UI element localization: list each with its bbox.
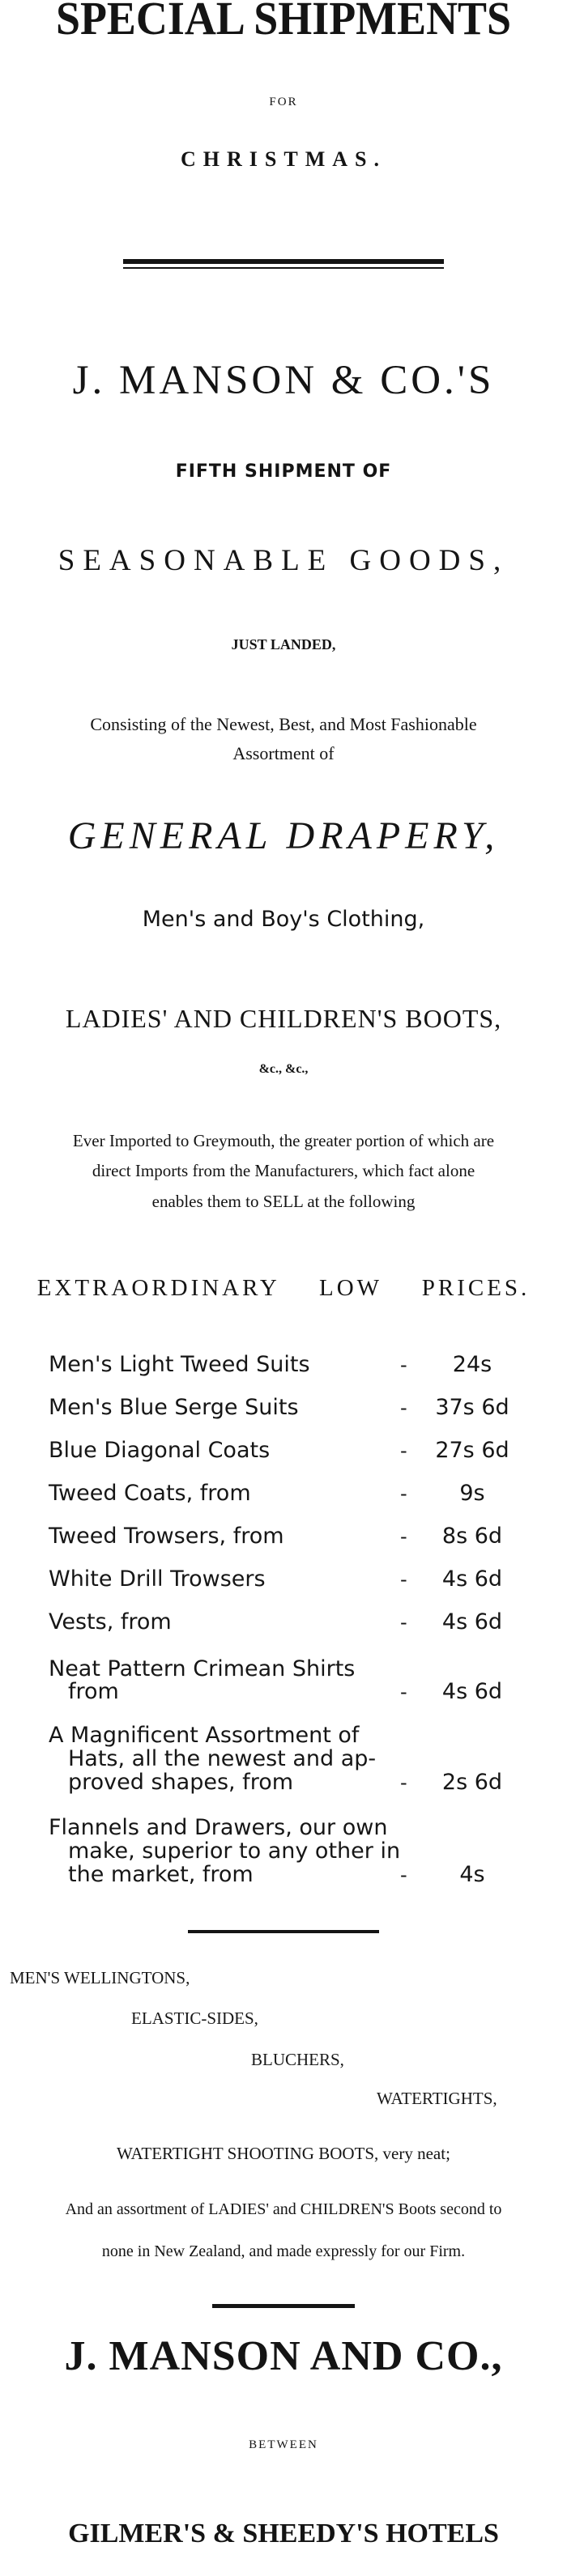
- assortment-line-2: none in New Zealand, and made expressly for our Firm.: [101, 2242, 466, 2260]
- firm-heading: J. MANSON & CO.'S: [72, 358, 495, 403]
- item-price: 9s: [459, 1481, 485, 1506]
- consisting-line-2: Assortment of: [232, 743, 335, 763]
- just-landed-label: JUST LANDED,: [231, 636, 336, 653]
- seasonable-goods-heading: SEASONABLE GOODS,: [58, 544, 509, 577]
- item-price: 24s: [452, 1352, 492, 1377]
- price-row: [0, 1395, 567, 1437]
- price-row: [0, 1524, 567, 1566]
- leader-dash: -: [400, 1525, 407, 1548]
- item-price: 4s 6d: [441, 1679, 503, 1704]
- price-row: [0, 1481, 567, 1523]
- fifth-shipment-label: FIFTH SHIPMENT OF: [175, 461, 392, 482]
- low-prices-heading: EXTRAORDINARY LOW PRICES.: [36, 1275, 531, 1301]
- consisting-line-1: Consisting of the Newest, Best, and Most Fashionable: [90, 714, 477, 734]
- item-price: 8s 6d: [441, 1524, 503, 1549]
- footer-divider: [212, 2304, 355, 2308]
- clothing-heading: Men's and Boy's Clothing,: [142, 907, 425, 932]
- leader-dash: -: [400, 1681, 407, 1703]
- price-row: [0, 1609, 567, 1651]
- price-list-divider: [188, 1930, 379, 1933]
- leader-dash: -: [400, 1771, 407, 1794]
- item-price: 4s 6d: [441, 1609, 503, 1634]
- item-name: White Drill Trowsers: [49, 1566, 266, 1592]
- leader-dash: -: [400, 1396, 407, 1419]
- item-name-line: the market, from: [68, 1862, 254, 1887]
- item-name: Tweed Trowsers, from: [49, 1524, 284, 1549]
- headline-special-shipments: SPECIAL SHIPMENTS: [55, 0, 512, 45]
- price-row: [0, 1566, 567, 1609]
- item-name: Tweed Coats, from: [49, 1481, 251, 1506]
- item-name-line: Neat Pattern Crimean Shirts: [49, 1656, 356, 1681]
- leader-dash: -: [400, 1439, 407, 1462]
- boots-wellingtons: MEN'S WELLINGTONS,: [10, 1968, 190, 1987]
- item-name-line: from: [68, 1679, 119, 1704]
- header-divider-hairline: [123, 267, 444, 269]
- item-name-line: make, superior to any other in: [68, 1838, 401, 1864]
- item-name-line: proved shapes, from: [68, 1770, 294, 1795]
- boots-bluchers: BLUCHERS,: [251, 2050, 344, 2069]
- price-row: [0, 1352, 567, 1394]
- hotels-heading: GILMER'S & SHEEDY'S HOTELS: [68, 2519, 499, 2548]
- etc-label: &c., &c.,: [258, 1062, 309, 1076]
- item-name: Men's Light Tweed Suits: [49, 1352, 310, 1377]
- item-price: 37s 6d: [435, 1395, 509, 1420]
- assortment-line-1: And an assortment of LADIES' and CHILDREN'S Boots second to: [65, 2200, 502, 2218]
- between-label: BETWEEN: [249, 2438, 318, 2451]
- leader-dash: -: [400, 1354, 407, 1376]
- shooting-boots-line: WATERTIGHT SHOOTING BOOTS, very neat;: [117, 2144, 450, 2163]
- item-name: Blue Diagonal Coats: [49, 1438, 271, 1463]
- for-label: FOR: [269, 96, 298, 108]
- item-name: Men's Blue Serge Suits: [49, 1395, 299, 1420]
- item-price: 27s 6d: [435, 1438, 509, 1463]
- imported-line-3: enables them to SELL at the following: [151, 1192, 416, 1211]
- item-price: 4s: [459, 1862, 485, 1887]
- boots-watertights: WATERTIGHTS,: [377, 2089, 497, 2108]
- boots-elastic-sides: ELASTIC-SIDES,: [131, 2009, 258, 2028]
- leader-dash: -: [400, 1568, 407, 1591]
- leader-dash: -: [400, 1864, 407, 1886]
- item-name-line: A Magnificent Assortment of: [49, 1723, 360, 1748]
- item-price: 4s 6d: [441, 1566, 503, 1592]
- price-row: [0, 1438, 567, 1480]
- general-drapery-heading: GENERAL DRAPERY,: [67, 814, 500, 857]
- item-name-line: Flannels and Drawers, our own: [49, 1815, 388, 1840]
- leader-dash: -: [400, 1482, 407, 1505]
- footer-firm-name: J. MANSON AND CO.,: [64, 2333, 503, 2379]
- item-name: Vests, from: [49, 1609, 172, 1634]
- christmas-heading: CHRISTMAS.: [181, 147, 386, 171]
- boots-heading: LADIES' AND CHILDREN'S BOOTS,: [65, 1004, 502, 1033]
- header-divider-rule: [123, 259, 444, 264]
- imported-line-2: direct Imports from the Manufacturers, which fact alone: [92, 1161, 475, 1180]
- imported-line-1: Ever Imported to Greymouth, the greater portion of which are: [72, 1131, 495, 1150]
- leader-dash: -: [400, 1611, 407, 1634]
- item-price: 2s 6d: [441, 1770, 503, 1795]
- item-name-line: Hats, all the newest and ap-: [68, 1746, 377, 1771]
